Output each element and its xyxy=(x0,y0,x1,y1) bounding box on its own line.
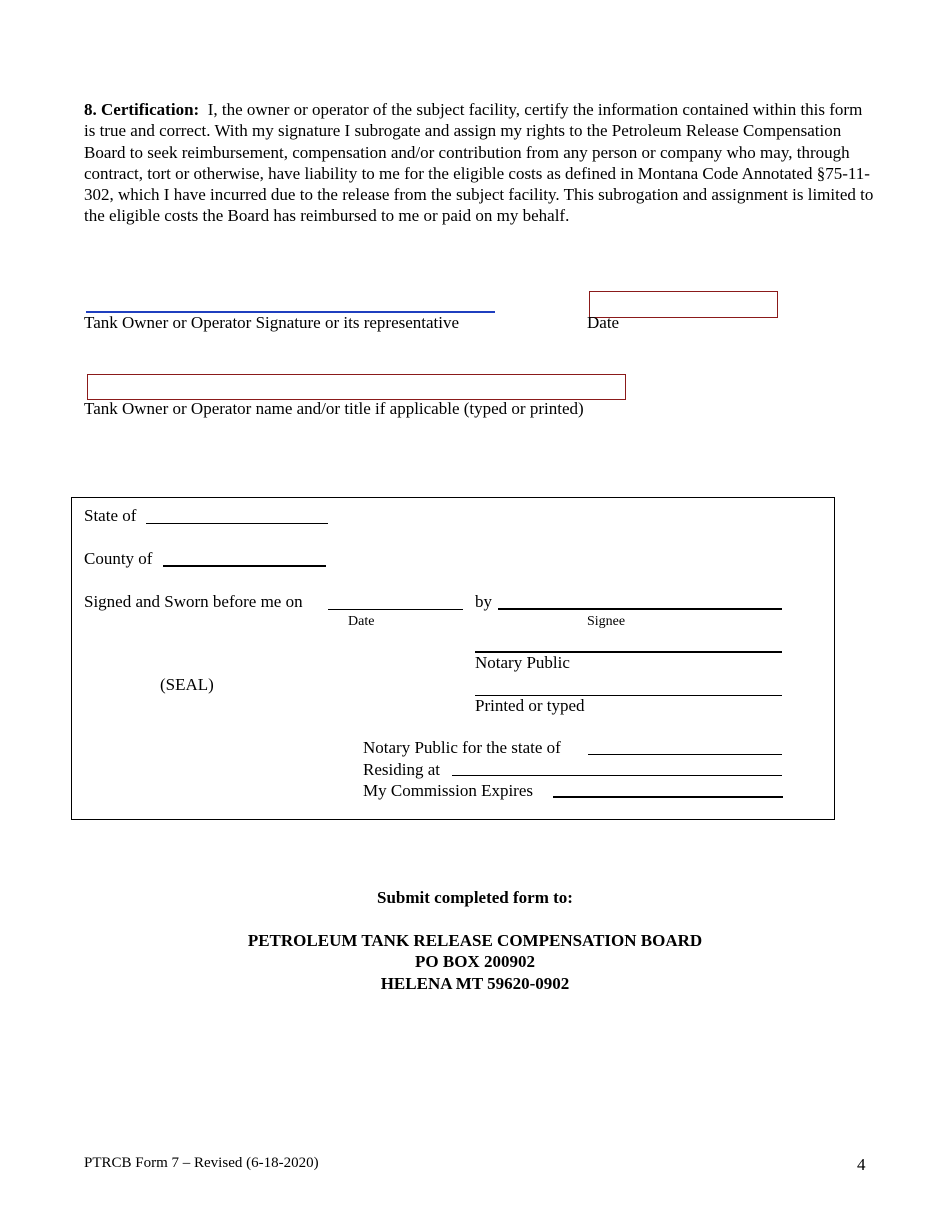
county-of-label: County of xyxy=(84,549,153,568)
signee-sub-label: Signee xyxy=(587,614,626,629)
county-of-line[interactable] xyxy=(163,565,326,567)
name-title-label: Tank Owner or Operator name and/or title if applicable (typed or printed) xyxy=(84,399,584,418)
residing-label: Residing at xyxy=(363,760,440,779)
address-line-2: PO BOX 200902 xyxy=(415,952,535,971)
certification-heading: 8. Certification: xyxy=(84,100,200,119)
date-sub-label: Date xyxy=(348,614,375,629)
state-notary-line[interactable] xyxy=(588,754,782,755)
name-title-field[interactable] xyxy=(87,374,626,400)
address-line-3: HELENA MT 59620-0902 xyxy=(380,974,570,993)
signature-label: Tank Owner or Operator Signature or its representative xyxy=(84,313,460,332)
residing-line[interactable] xyxy=(452,775,782,776)
notary-box xyxy=(71,497,835,820)
seal-label: (SEAL) xyxy=(160,675,214,694)
submit-heading: Submit completed form to: xyxy=(377,888,573,907)
printed-label: Printed or typed xyxy=(475,696,585,715)
sworn-label: Signed and Sworn before me on xyxy=(84,592,303,611)
state-of-line[interactable] xyxy=(146,523,328,524)
page-number: 4 xyxy=(857,1155,866,1174)
form-id: PTRCB Form 7 – Revised (6-18-2020) xyxy=(84,1155,319,1171)
signee-line[interactable] xyxy=(498,608,782,610)
state-notary-label: Notary Public for the state of xyxy=(363,738,561,757)
commission-line[interactable] xyxy=(553,796,783,798)
state-of-label: State of xyxy=(84,506,137,525)
certification-paragraph xyxy=(84,99,874,227)
by-label: by xyxy=(475,592,492,611)
address-line-1: PETROLEUM TANK RELEASE COMPENSATION BOARD xyxy=(247,931,703,950)
commission-label: My Commission Expires xyxy=(363,781,534,800)
sworn-date-line[interactable] xyxy=(328,609,463,610)
certification-text: I, the owner or operator of the subject facility, certify the information contained within this form is true and correct. With my signature I subrogate and assign my rights to the Petroleum Release Compensation Board to seek reimbursement, compensation and/or contribution from any person or company who may, through contract, tort or otherwise, have liability to me for the eligible costs as defined in Montana Code Annotated §75-11-302, which I have incurred due to the release from the subject facility. This subrogation and assignment is limited to the eligible costs the Board has reimbursed to me or paid on my behalf. xyxy=(84,100,874,226)
date-label: Date xyxy=(587,313,620,332)
notary-public-label: Notary Public xyxy=(475,653,570,672)
